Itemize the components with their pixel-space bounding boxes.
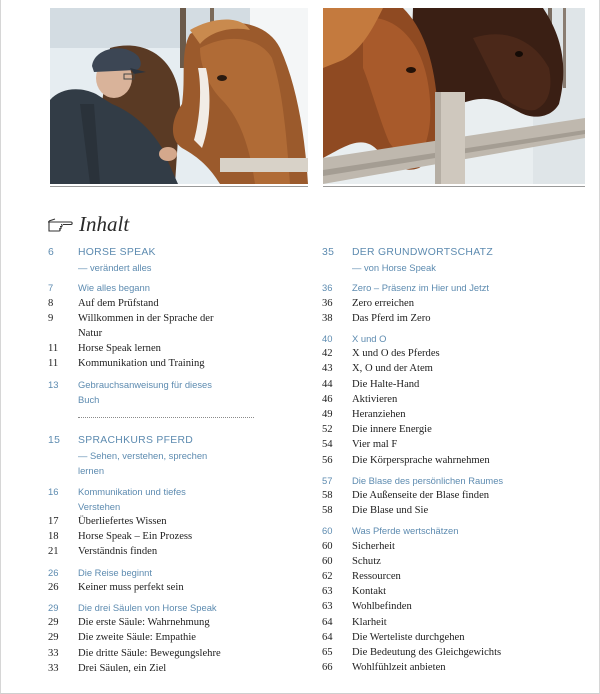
toc-heading bbox=[47, 212, 129, 237]
toc-entry-title: Die Körpersprache wahrnehmen bbox=[352, 454, 490, 466]
toc-entry-title: Heranziehen bbox=[352, 409, 406, 421]
toc-entry-title: Wie alles begann bbox=[78, 282, 150, 294]
toc-page-number: 60 bbox=[322, 555, 333, 567]
toc-entry[interactable] bbox=[48, 565, 258, 580]
toc-entry-title: DER GRUNDWORTSCHATZ bbox=[352, 247, 493, 258]
toc-page-number bbox=[48, 260, 78, 275]
toc-entry-title: Horse Speak – Ein Prozess bbox=[78, 531, 193, 543]
toc-entry[interactable] bbox=[48, 646, 258, 661]
toc-page-number: 36 bbox=[322, 297, 333, 309]
toc-page-number bbox=[48, 326, 78, 341]
toc-entry-title: Sicherheit bbox=[352, 540, 395, 552]
toc-entry[interactable] bbox=[48, 615, 258, 630]
toc-entry[interactable] bbox=[322, 245, 584, 260]
toc-entry[interactable] bbox=[322, 392, 584, 407]
toc-entry-title: Verständnis finden bbox=[78, 546, 158, 558]
toc-entry[interactable] bbox=[322, 599, 584, 614]
toc-page-number: 29 bbox=[48, 602, 59, 614]
toc-entry-title: Die Außenseite der Blase finden bbox=[352, 490, 490, 502]
toc-entry-title: X und O des Pferdes bbox=[352, 348, 440, 360]
toc-page-number: 16 bbox=[48, 485, 59, 497]
toc-entry[interactable] bbox=[322, 296, 584, 311]
toc-page-number: 43 bbox=[322, 363, 333, 375]
toc-entry-title: Auf dem Prüfstand bbox=[78, 297, 159, 309]
toc-entry[interactable] bbox=[322, 453, 584, 468]
toc-page-number: 46 bbox=[322, 393, 333, 405]
toc-entry-title: Was Pferde wertschätzen bbox=[352, 525, 459, 537]
toc-page-number: 62 bbox=[322, 571, 333, 583]
toc-entry[interactable] bbox=[48, 499, 258, 514]
toc-entry[interactable] bbox=[48, 600, 258, 615]
toc-entry[interactable] bbox=[322, 260, 584, 275]
toc-page-number: 60 bbox=[322, 540, 333, 552]
toc-entry[interactable] bbox=[322, 346, 584, 361]
toc-entry-title: Natur bbox=[78, 328, 103, 340]
toc-entry[interactable] bbox=[322, 645, 584, 660]
toc-entry-title: Willkommen in der Sprache der bbox=[78, 312, 214, 324]
toc-page-number: 57 bbox=[322, 474, 333, 486]
toc-page-number: 26 bbox=[48, 566, 59, 578]
toc-entry-title: Aktivieren bbox=[352, 393, 398, 405]
toc-entry[interactable] bbox=[322, 422, 584, 437]
toc-entry-title: — von Horse Speak bbox=[352, 262, 436, 274]
toc-entry-title: Horse Speak lernen bbox=[78, 343, 161, 355]
toc-entry[interactable] bbox=[48, 260, 258, 275]
toc-page-number: 36 bbox=[322, 282, 333, 294]
toc-entry-title: Die Blase des persönlichen Raumes bbox=[352, 474, 504, 486]
toc-entry[interactable] bbox=[322, 377, 584, 392]
toc-entry[interactable] bbox=[48, 463, 258, 478]
toc-entry-title: Die Blase und Sie bbox=[352, 505, 429, 517]
toc-page-number: 6 bbox=[48, 247, 55, 258]
toc-entry-title: Wohlfühlzeit anbieten bbox=[352, 662, 446, 674]
toc-entry-title: Die Werteliste durchgehen bbox=[352, 631, 465, 643]
toc-entry-title: Verstehen bbox=[78, 500, 121, 512]
toc-entry[interactable] bbox=[48, 341, 258, 356]
toc-entry[interactable] bbox=[48, 514, 258, 529]
toc-entry-title: Die drei Säulen von Horse Speak bbox=[78, 602, 217, 614]
dotted-separator bbox=[78, 417, 254, 418]
toc-page-number: 8 bbox=[48, 297, 54, 309]
toc-page-number: 56 bbox=[322, 454, 333, 466]
toc-entry-title: Zero erreichen bbox=[352, 297, 415, 309]
toc-entry-title: SPRACHKURS PFERD bbox=[78, 435, 194, 447]
toc-page-number: 33 bbox=[48, 662, 59, 674]
toc-page-number bbox=[48, 448, 78, 463]
toc-page-number: 58 bbox=[322, 490, 333, 502]
toc-entry-title: X, O und der Atem bbox=[352, 363, 433, 375]
toc-entry-title: Kommunikation und Training bbox=[78, 358, 205, 370]
toc-page-number: 64 bbox=[322, 616, 333, 628]
man-with-horse-photo bbox=[50, 8, 308, 184]
toc-entry[interactable] bbox=[48, 661, 258, 676]
toc-entry-title: Keiner muss perfekt sein bbox=[78, 581, 184, 593]
toc-page-number: 15 bbox=[48, 435, 61, 447]
two-horses-at-fence-photo bbox=[323, 8, 585, 184]
toc-page-number: 60 bbox=[322, 525, 333, 537]
toc-entry[interactable] bbox=[322, 615, 584, 630]
toc-entry[interactable] bbox=[48, 448, 258, 463]
toc-page-number: 17 bbox=[48, 516, 59, 528]
toc-page-number: 35 bbox=[322, 247, 335, 258]
toc-page-number: 7 bbox=[48, 282, 54, 294]
photo-divider-left bbox=[50, 186, 308, 187]
toc-entry-title: HORSE SPEAK bbox=[78, 247, 156, 258]
toc-page-number: 63 bbox=[322, 586, 333, 598]
toc-entry-title: lernen bbox=[78, 465, 105, 477]
toc-page-number: 29 bbox=[48, 632, 59, 644]
toc-page-number: 63 bbox=[322, 601, 333, 613]
toc-entry-title: Klarheit bbox=[352, 616, 387, 628]
toc-entry-title: Überliefertes Wissen bbox=[78, 516, 167, 528]
toc-page-number bbox=[48, 499, 78, 514]
toc-page-number: 11 bbox=[48, 343, 59, 355]
toc-page-number: 33 bbox=[48, 647, 59, 659]
toc-entry[interactable] bbox=[48, 433, 258, 448]
toc-page-number: 49 bbox=[322, 409, 333, 421]
toc-entry-title: Die innere Energie bbox=[352, 424, 432, 436]
toc-entry[interactable] bbox=[48, 529, 258, 544]
toc-entry[interactable] bbox=[48, 280, 258, 295]
toc-entry[interactable] bbox=[322, 473, 584, 488]
toc-entry[interactable] bbox=[322, 503, 584, 518]
toc-entry-title: Das Pferd im Zero bbox=[352, 312, 431, 324]
toc-entry[interactable] bbox=[48, 245, 258, 260]
toc-entry-title: Die zweite Säule: Empathie bbox=[78, 632, 196, 644]
toc-page-number: 13 bbox=[48, 378, 59, 390]
toc-page-number: 29 bbox=[48, 617, 59, 629]
photo-divider-right bbox=[323, 186, 585, 187]
toc-entry-title: — Sehen, verstehen, sprechen bbox=[78, 450, 208, 462]
toc-entry[interactable] bbox=[322, 488, 584, 503]
toc-entry[interactable] bbox=[48, 544, 258, 559]
toc-page-number bbox=[48, 463, 78, 478]
toc-entry[interactable] bbox=[48, 377, 258, 392]
toc-entry-title: Die dritte Säule: Bewegungslehre bbox=[78, 647, 221, 659]
toc-entry[interactable] bbox=[322, 331, 584, 346]
toc-page-number: 44 bbox=[322, 378, 333, 390]
toc-entry[interactable] bbox=[322, 539, 584, 554]
toc-page-number: 65 bbox=[322, 647, 333, 659]
toc-entry[interactable] bbox=[48, 630, 258, 645]
toc-entry-title: Die erste Säule: Wahrnehmung bbox=[78, 617, 210, 629]
toc-entry[interactable] bbox=[322, 407, 584, 422]
toc-page-number: 11 bbox=[48, 358, 59, 370]
toc-page-number: 64 bbox=[322, 631, 333, 643]
toc-page-number: 18 bbox=[48, 531, 59, 543]
toc-right-column bbox=[322, 245, 584, 675]
toc-entry[interactable] bbox=[48, 392, 258, 407]
toc-page-number: 42 bbox=[322, 348, 333, 360]
toc-entry-title: Drei Säulen, ein Ziel bbox=[78, 662, 167, 674]
toc-entry-title: Kommunikation und tiefes bbox=[78, 485, 186, 497]
toc-page-number: 40 bbox=[322, 333, 333, 345]
toc-entry-title: Die Reise beginnt bbox=[78, 566, 153, 578]
toc-page-number: 38 bbox=[322, 312, 333, 324]
toc-entry[interactable] bbox=[322, 554, 584, 569]
toc-entry-title: Buch bbox=[78, 393, 100, 405]
toc-title: Inhalt bbox=[79, 212, 130, 236]
toc-entry-title: X und O bbox=[352, 333, 387, 345]
toc-entry-title: Vier mal F bbox=[352, 439, 398, 451]
toc-entry-title: Wohlbefinden bbox=[352, 601, 412, 613]
toc-entry[interactable] bbox=[322, 569, 584, 584]
toc-page-number: 21 bbox=[48, 546, 59, 558]
toc-entry[interactable] bbox=[322, 523, 584, 538]
toc-entry-title: Schutz bbox=[352, 555, 381, 567]
toc-entry[interactable] bbox=[322, 361, 584, 376]
pointing-hand-icon bbox=[47, 217, 73, 233]
toc-entry[interactable] bbox=[48, 580, 258, 595]
toc-page-number: 52 bbox=[322, 424, 333, 436]
toc-entry-title: Die Halte-Hand bbox=[352, 378, 420, 390]
toc-entry-title: Die Bedeutung des Gleichgewichts bbox=[352, 647, 502, 659]
toc-entry-title: Kontakt bbox=[352, 586, 387, 598]
toc-entry-title: Ressourcen bbox=[352, 571, 401, 583]
toc-entry[interactable] bbox=[48, 484, 258, 499]
toc-entry[interactable] bbox=[48, 326, 258, 341]
toc-entry[interactable] bbox=[322, 280, 584, 295]
toc-page-number: 66 bbox=[322, 662, 333, 674]
toc-page-number: 9 bbox=[48, 312, 54, 324]
toc-page-number bbox=[48, 392, 78, 407]
toc-entry[interactable] bbox=[322, 630, 584, 645]
toc-page-number: 54 bbox=[322, 439, 333, 451]
toc-entry[interactable] bbox=[322, 660, 584, 675]
toc-entry[interactable] bbox=[322, 584, 584, 599]
toc-entry[interactable] bbox=[322, 437, 584, 452]
toc-left-column bbox=[48, 245, 258, 676]
toc-entry[interactable] bbox=[322, 311, 584, 326]
toc-page-number bbox=[322, 260, 352, 275]
toc-page-number: 58 bbox=[322, 505, 333, 517]
toc-page-number: 26 bbox=[48, 581, 59, 593]
toc-entry[interactable] bbox=[48, 356, 258, 371]
toc-entry-title: Gebrauchsanweisung für dieses bbox=[78, 378, 212, 390]
toc-entry-title: — verändert alles bbox=[78, 262, 152, 274]
toc-entry[interactable] bbox=[48, 311, 258, 326]
toc-entry-title: Zero – Präsenz im Hier und Jetzt bbox=[352, 282, 490, 294]
toc-entry[interactable] bbox=[48, 296, 258, 311]
